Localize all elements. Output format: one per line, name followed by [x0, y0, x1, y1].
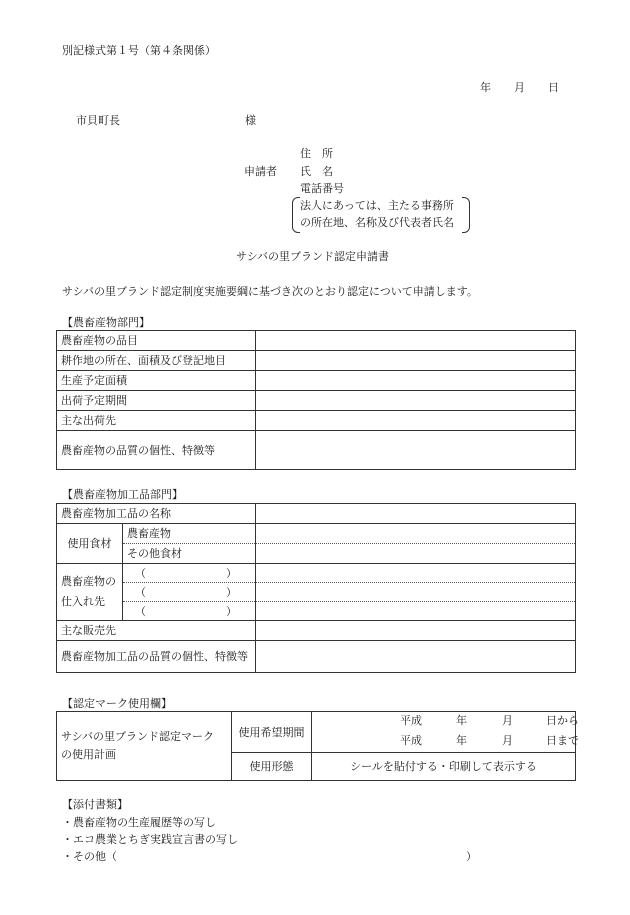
row-label: 農畜産物の品目: [57, 331, 256, 351]
supplier-2-cell[interactable]: [123, 583, 256, 602]
supplier-3-cell[interactable]: [123, 602, 256, 621]
corp-note-line2: の所在地、名称及び代表者氏名: [300, 216, 454, 229]
attachment-item: ・エコ農業とちぎ実践宣言書の写し: [62, 833, 238, 846]
phone-label: 電話番号: [300, 182, 344, 195]
date-year: 年: [480, 81, 491, 94]
table-row: [57, 712, 576, 753]
table-row: [57, 524, 576, 544]
document-title: サシバの里ブランド認定申請書: [236, 250, 390, 263]
close-paren: ）: [226, 585, 237, 599]
section1-heading: 【農畜産物部門】: [62, 316, 150, 329]
section3-table: [56, 711, 579, 781]
close-paren: ）: [226, 604, 237, 618]
open-paren: （: [135, 585, 146, 599]
addressee: 市貝町長: [76, 114, 120, 127]
row-label: 生産予定面積: [57, 371, 256, 391]
table-row: [57, 431, 576, 470]
attachment-close-paren: ）: [466, 850, 477, 863]
row-value[interactable]: [256, 351, 576, 371]
form-number: 別記様式第１号（第４条関係）: [62, 44, 216, 57]
supplier-2-value[interactable]: [256, 583, 576, 602]
table-row: [57, 504, 576, 524]
applicant-label: 申請者: [244, 165, 277, 178]
period-value[interactable]: [312, 712, 579, 753]
table-row: [57, 544, 576, 564]
plan-label: [57, 712, 232, 781]
section2-heading: 【農畜産物加工品部門】: [62, 488, 183, 501]
product-name-label: 農畜産物加工品の名称: [57, 504, 256, 524]
row-label: 出荷予定期間: [57, 391, 256, 411]
from-year: 年: [456, 714, 467, 727]
supplier-1-value[interactable]: [256, 564, 576, 583]
table-row: [57, 583, 576, 602]
attachment-item: ・農畜産物の生産履歴等の写し: [62, 816, 216, 829]
product-name-value[interactable]: [256, 504, 576, 524]
table-row: [57, 331, 576, 351]
ingredient-1-value[interactable]: [256, 524, 576, 544]
supplier-label-2: 仕入れ先: [61, 595, 105, 608]
supplier-label: [57, 564, 123, 621]
section3-heading: 【認定マーク使用欄】: [62, 697, 172, 710]
table-row: [57, 391, 576, 411]
period-label: 使用希望期間: [232, 712, 312, 753]
row-label: 耕作地の所在、面積及び登記地目: [57, 351, 256, 371]
table-row: [57, 411, 576, 431]
row-label: 主な出荷先: [57, 411, 256, 431]
row-value[interactable]: [256, 371, 576, 391]
supplier-label-1: 農畜産物の: [61, 575, 116, 588]
to-month: 月: [502, 734, 513, 747]
address-label: 住 所: [300, 147, 333, 160]
close-paren: ）: [226, 566, 237, 580]
from-month: 月: [502, 714, 513, 727]
date-day: 日: [548, 81, 559, 94]
table-row: [57, 564, 576, 583]
to-suffix: 日まで: [546, 734, 579, 747]
intro-text: サシバの里ブランド認定制度実施要綱に基づき次のとおり認定について申請します。: [62, 285, 478, 298]
row-value[interactable]: [256, 391, 576, 411]
row-label: 農畜産物の品質の個性、特徴等: [57, 431, 256, 470]
supplier-3-value[interactable]: [256, 602, 576, 621]
features-label: 農畜産物加工品の品質の個性、特徴等: [57, 641, 256, 673]
ingredient-1-label: 農畜産物: [123, 524, 256, 544]
from-suffix: 日から: [546, 714, 579, 727]
form-value[interactable]: シールを貼付する・印刷して表示する: [312, 753, 576, 781]
honorific: 様: [245, 114, 256, 127]
supplier-1-cell[interactable]: [123, 564, 256, 583]
form-label: 使用形態: [232, 753, 312, 781]
row-value[interactable]: [256, 331, 576, 351]
plan-label-2: の使用計画: [61, 748, 116, 761]
features-value[interactable]: [256, 641, 576, 673]
from-era: 平成: [400, 714, 422, 727]
date-month: 月: [514, 81, 525, 94]
attachments-heading: 【添付書類】: [62, 798, 128, 811]
ingredients-label: 使用食材: [57, 524, 123, 564]
table-row: [57, 371, 576, 391]
open-paren: （: [135, 604, 146, 618]
corp-note-line1: 法人にあっては、主たる事務所: [300, 199, 454, 212]
table-row: [57, 621, 576, 641]
name-label: 氏 名: [300, 165, 333, 178]
plan-label-1: サシバの里ブランド認定マーク: [61, 730, 215, 743]
ingredient-2-label: その他食材: [123, 544, 256, 564]
to-era: 平成: [400, 734, 422, 747]
ingredient-2-value[interactable]: [256, 544, 576, 564]
attachment-item: ・その他（: [62, 850, 117, 863]
row-value[interactable]: [256, 431, 576, 470]
main-sales-value[interactable]: [256, 621, 576, 641]
to-year: 年: [456, 734, 467, 747]
main-sales-label: 主な販売先: [57, 621, 256, 641]
table-row: [57, 602, 576, 621]
open-paren: （: [135, 566, 146, 580]
table-row: [57, 351, 576, 371]
table-row: [57, 641, 576, 673]
row-value[interactable]: [256, 411, 576, 431]
section1-table: [56, 330, 576, 470]
section2-table: [56, 503, 576, 673]
